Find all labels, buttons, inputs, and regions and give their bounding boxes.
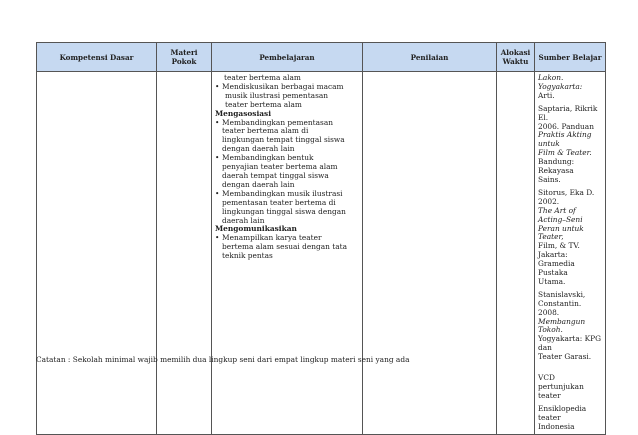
curriculum-table [36,42,606,435]
text-line: Stanislavski, [538,289,586,299]
text-line: lingkungan tinggal siswa dengan [222,206,346,216]
text-line: Utama. [538,276,566,286]
text-line: bertema alam sesuai dengan tata [222,242,347,252]
text-line: daerah tempat tinggal siswa [222,170,329,180]
text-line: Membangun Tokoh. [538,316,586,335]
list-item [215,154,359,190]
cell-alokasi-waktu [497,72,535,435]
header-materi-pokok: Materi Pokok [157,43,212,72]
header-row [37,43,606,72]
cell-penilaian [363,72,497,435]
reference-entry [538,405,602,432]
reference-entry [538,74,602,101]
cell-materi-pokok [157,72,212,435]
text-line: • Membandingkan pementasan [222,117,334,127]
text-line: Ensiklopedia teater [538,403,587,422]
text-line: Peran untuk Teater, [538,223,584,242]
list-item [215,190,359,226]
text-line: Film & Teater. [538,148,592,158]
text-line: dengan daerah lain [222,179,295,189]
text-line: • Membandingkan bentuk [222,153,314,163]
text-line: Sains. [538,174,561,184]
text-line: Film, & TV. Jakarta: [538,241,580,260]
list-item [215,234,359,261]
text-line: daerah lain [222,215,265,225]
text-line: The Art of Acting–Seni [538,205,583,224]
header-pembelajaran: Pembelajaran [212,43,363,72]
text-line: teater bertema alam di [222,126,309,136]
reference-entry [538,189,602,287]
text-line: 2006. Panduan [538,121,594,131]
section-heading-mengomunikasikan: Mengomunikasikan [215,224,297,234]
text-line: teater bertema alam [224,73,301,82]
text-fragment: Lakon. Yogyakarta: [538,73,583,91]
header-penilaian: Penilaian [363,43,497,72]
cell-sumber-belajar [535,72,606,435]
header-sumber-belajar: Sumber Belajar [535,43,606,72]
text-line: Bandung: Rekayasa [538,157,575,176]
text-line: • Membandingkan musik ilustrasi [222,188,343,198]
text-line: Sitorus, Eka D. 2002. [538,187,595,206]
text-line: pementasan teater bertema di [222,197,336,207]
list-item [215,119,359,155]
text-line: musik ilustrasi pementasan [225,90,329,100]
cell-pembelajaran [212,72,363,435]
table-row [37,72,606,435]
reference-entry [538,291,602,362]
text-line: Yogyakarta: KPG dan [538,334,602,353]
text-line: VCD pertunjukan [538,373,584,391]
text-line: Saptaria, Rikrik El. [538,103,598,122]
footnote: Catatan : Sekolah minimal wajib memilih dua lingkup seni dari empat lingkup materi seni yang ada [36,355,410,364]
text-line: • Menampilkan karya teater [222,233,322,243]
text-line: teater [538,390,561,400]
text-line: Teater Garasi. [538,352,592,362]
text-line [538,74,602,92]
text-line: teater bertema alam [225,99,302,109]
header-kompetensi-dasar: Kompetensi Dasar [37,43,157,72]
text-line: penyajian teater bertema alam [222,162,338,172]
list-item [215,83,359,110]
section-heading-mengasosiasi: Mengasosiasi [215,108,272,118]
text-line: Constantin. 2008. [538,298,582,317]
reference-entry [538,105,602,185]
header-alokasi-waktu: Alokasi Waktu [497,43,535,72]
text-line: teknik pentas [222,251,273,261]
text-line: Praktis Akting untuk [538,130,592,149]
text-line: • Mendiskusikan berbagai macam [222,81,344,91]
text-line: dengan daerah lain [222,144,295,154]
reference-entry [538,374,602,401]
cell-kompetensi-dasar [37,72,157,435]
text-line: Arti. [538,90,555,100]
text-line: Gramedia Pustaka [538,259,575,278]
text-line: lingkungan tempat tinggal siswa [222,135,345,145]
text-line: Indonesia [538,421,575,431]
